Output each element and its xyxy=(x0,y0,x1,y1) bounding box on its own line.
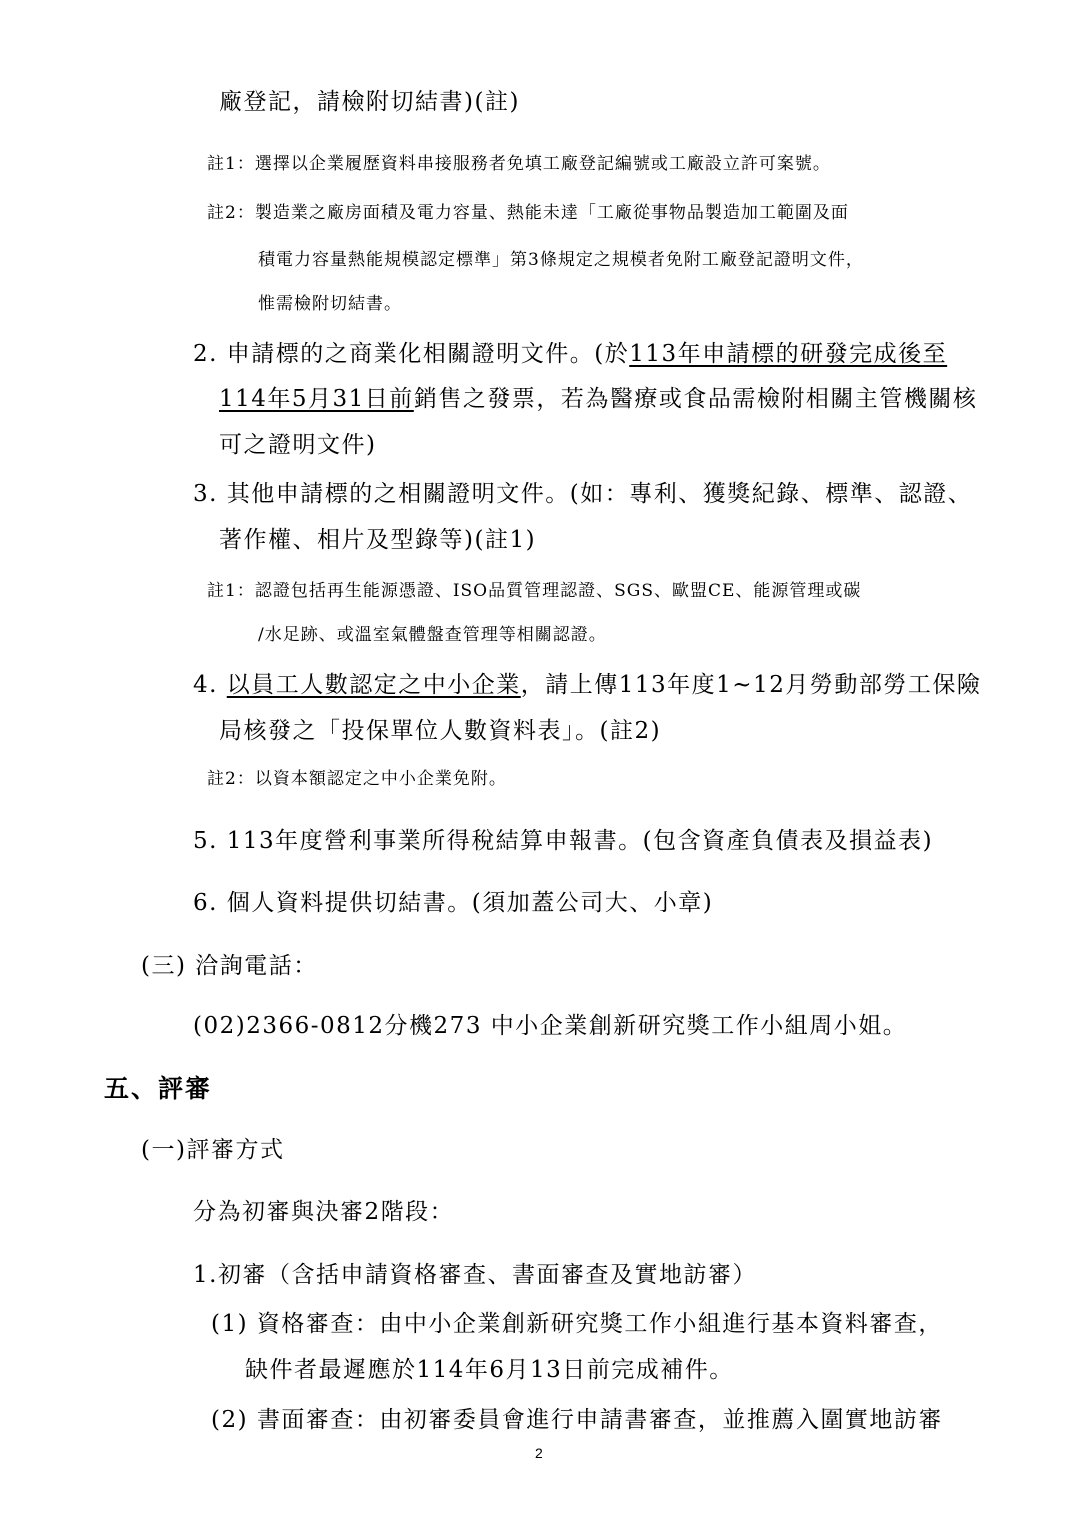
text-line: 分為初審與決審2階段： xyxy=(193,1199,455,1225)
contact-line: (02)2366-0812分機273 中小企業創新研究獎工作小組周小姐。 xyxy=(193,1013,908,1039)
text-line: 著作權、相片及型錄等)(註1) xyxy=(219,527,537,553)
note-line: 註1：選擇以企業履歷資料串接服務者免填工廠登記編號或工廠設立許可案號。 xyxy=(207,154,831,174)
note-line: 惟需檢附切結書。 xyxy=(258,294,402,314)
list-item-2 xyxy=(193,343,947,366)
note-line: 註2：以資本額認定之中小企業免附。 xyxy=(207,769,507,789)
sub-item-2: (2) 書面審查：由初審委員會進行申請書審查，並推薦入圍實地訪審 xyxy=(211,1407,943,1433)
list-item-3: 3. 其他申請標的之相關證明文件。(如：專利、獲獎紀錄、標準、認證、 xyxy=(193,481,973,507)
list-item-1: 1.初審（含括申請資格審查、書面審查及實地訪審） xyxy=(193,1262,757,1288)
list-item-text: 4. xyxy=(193,672,227,698)
section-heading: (三) 洽詢電話： xyxy=(141,953,318,979)
note-line: 積電力容量熱能規模認定標準」第3條規定之規模者免附工廠登記證明文件， xyxy=(258,250,864,270)
note-line: 註2：製造業之廠房面積及電力容量、熱能未達「工廠從事物品製造加工範圍及面 xyxy=(207,203,849,223)
list-item-4 xyxy=(193,674,981,697)
section-heading: (一)評審方式 xyxy=(141,1137,285,1163)
page-number: 2 xyxy=(535,1445,543,1461)
sub-item-1: (1) 資格審查：由中小企業創新研究獎工作小組進行基本資料審查， xyxy=(211,1311,943,1337)
list-item-6: 6. 個人資料提供切結書。(須加蓋公司大、小章) xyxy=(193,890,714,916)
underlined-text: 114年5月31日前 xyxy=(219,386,414,412)
text-line: 缺件者最遲應於114年6月13日前完成補件。 xyxy=(245,1357,734,1383)
text-line: 廠登記，請檢附切結書)(註) xyxy=(219,89,520,115)
list-item-5: 5. 113年度營利事業所得稅結算申報書。(包含資產負債表及損益表) xyxy=(193,828,934,854)
list-item-text: 2. 申請標的之商業化相關證明文件。(於 xyxy=(193,341,630,367)
underlined-text: 113年申請標的研發完成後至 xyxy=(629,341,948,367)
text-line: 局核發之「投保單位人數資料表」。(註2) xyxy=(219,718,662,744)
list-item-text: 銷售之發票，若為醫療或食品需檢附相關主管機關核 xyxy=(413,386,978,412)
underlined-text: 以員工人數認定之中小企業 xyxy=(226,672,521,698)
list-item-text: ，請上傳113年度1~12月勞動部勞工保險 xyxy=(520,672,982,698)
text-line: 可之證明文件) xyxy=(219,432,377,458)
note-line: 註1：認證包括再生能源憑證、ISO品質管理認證、SGS、歐盟CE、能源管理或碳 xyxy=(207,581,862,601)
note-line: /水足跡、或溫室氣體盤查管理等相關認證。 xyxy=(258,625,607,645)
chapter-heading: 五、評審 xyxy=(104,1074,213,1103)
text-line xyxy=(219,388,977,411)
